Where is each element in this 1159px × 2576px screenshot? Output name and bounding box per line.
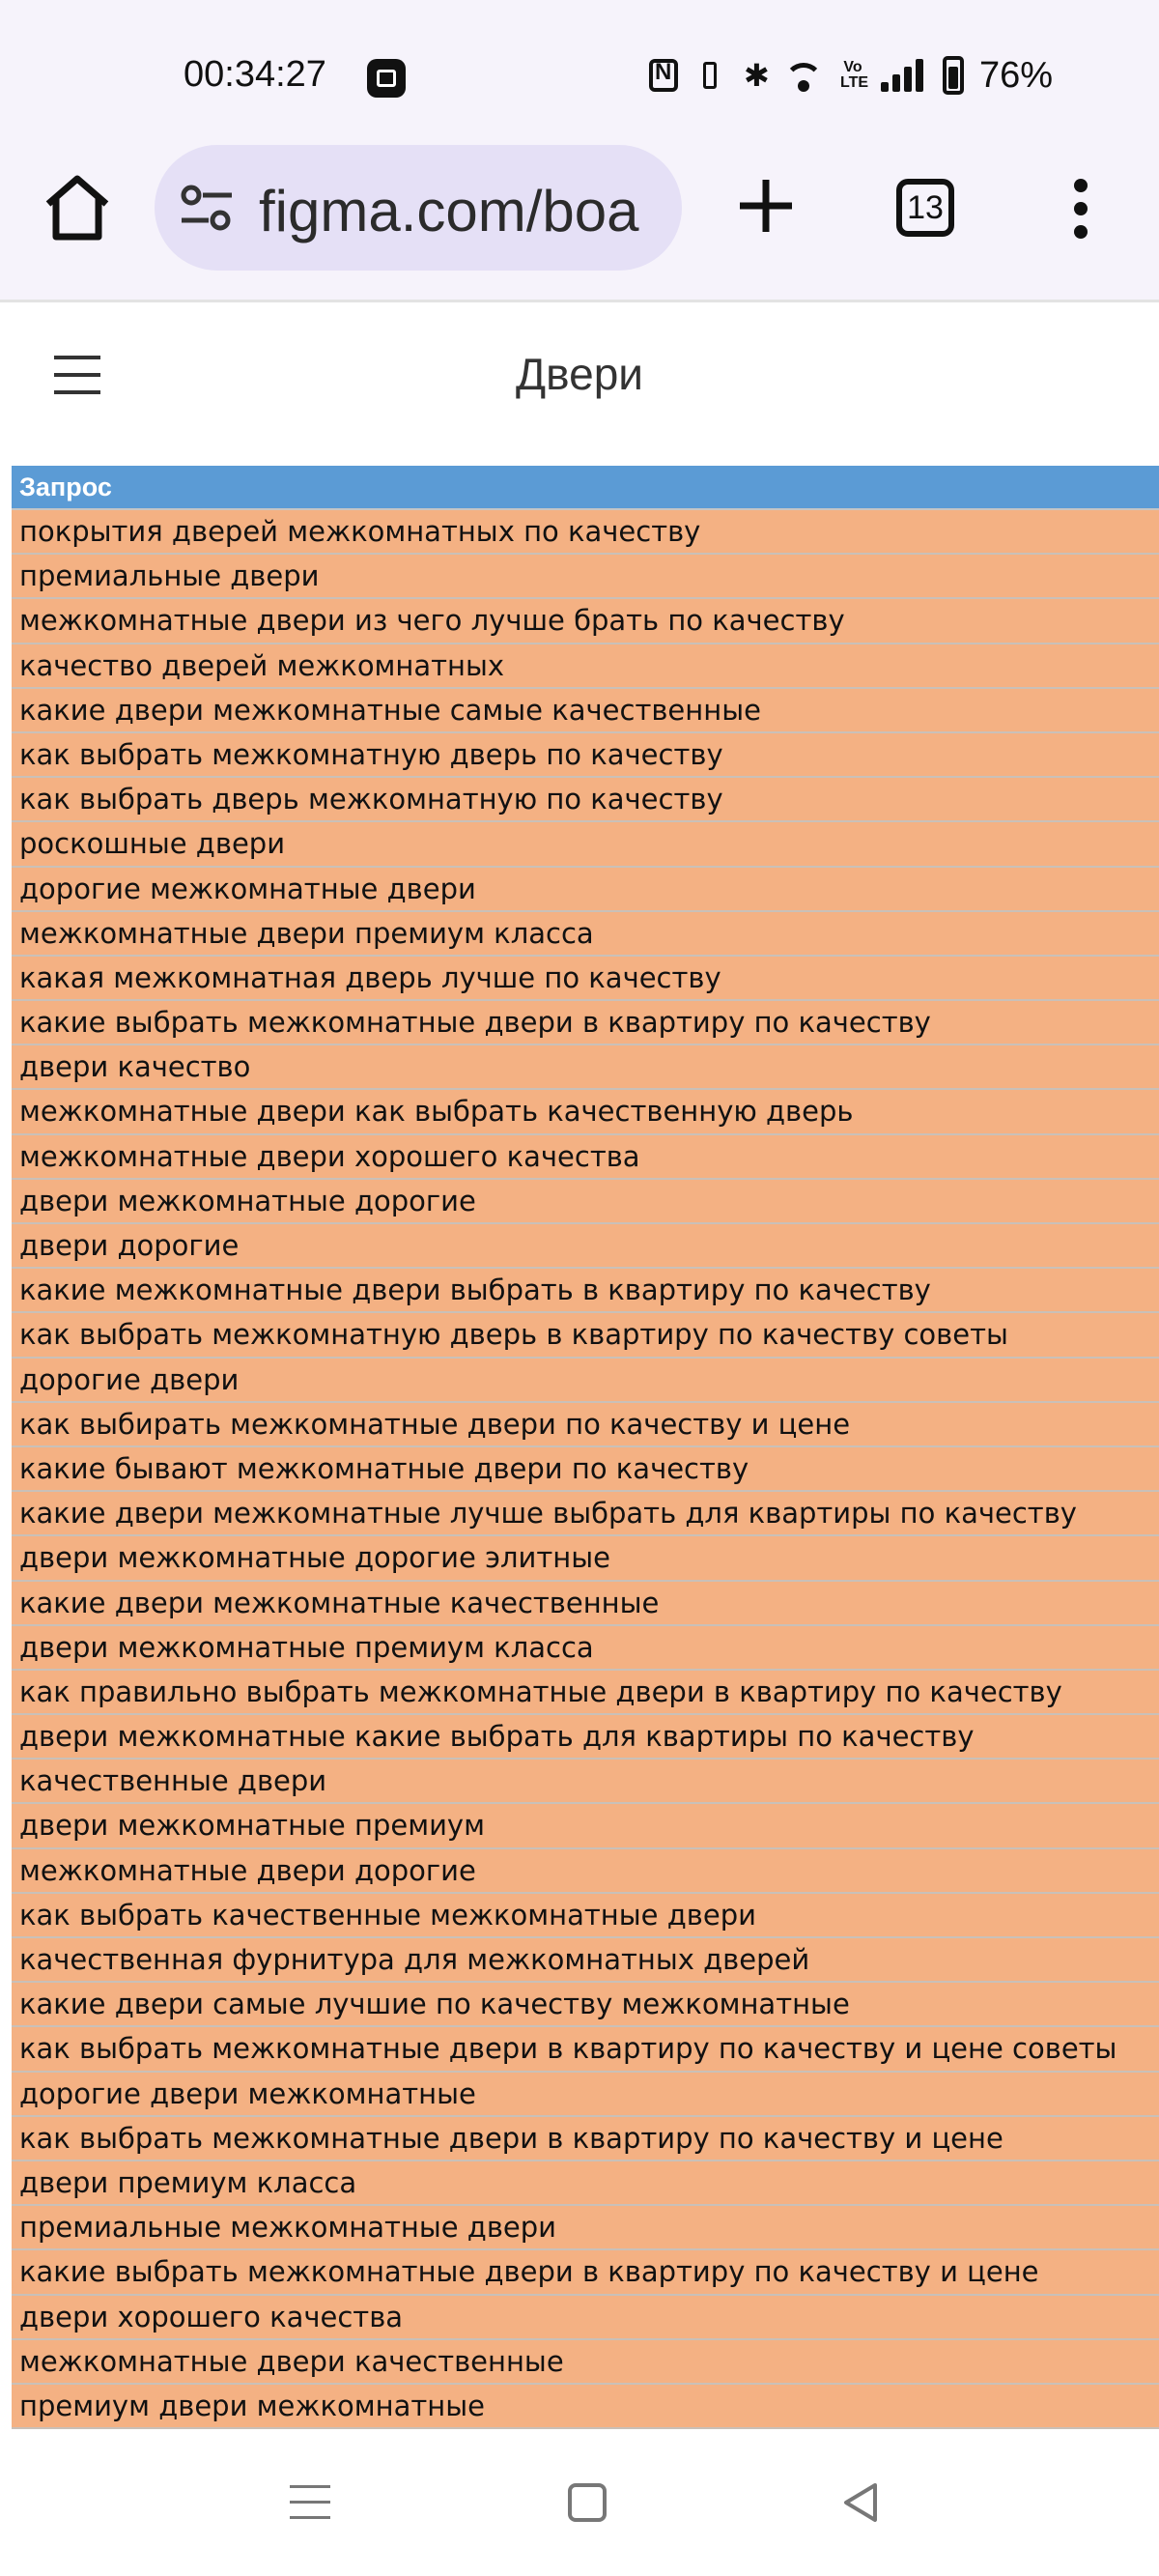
table-row: качественные двери [12, 1760, 1159, 1804]
back-icon[interactable] [840, 2481, 883, 2524]
table-row: двери хорошего качества [12, 2296, 1159, 2340]
query-table [12, 466, 1159, 2429]
table-row: премиум двери межкомнатные [12, 2385, 1159, 2429]
table-row: какие межкомнатные двери выбрать в квартиру по качеству [12, 1269, 1159, 1313]
more-vert-icon[interactable] [1062, 179, 1101, 239]
table-row: как выбрать дверь межкомнатную по качеству [12, 778, 1159, 822]
volte-icon: Vo LTE [840, 59, 869, 91]
table-row: как выбрать межкомнатную дверь по качеству [12, 733, 1159, 778]
tab-count: 13 [907, 188, 944, 226]
table-row: какие двери межкомнатные качественные [12, 1582, 1159, 1626]
table-body [12, 510, 1159, 2429]
table-row: дорогие двери [12, 1359, 1159, 1403]
table-header: Запрос [12, 466, 1159, 510]
table-row: дорогие межкомнатные двери [12, 868, 1159, 912]
table-row: качественная фурнитура для межкомнатных дверей [12, 1938, 1159, 1983]
table-row: какие бывают межкомнатные двери по качеству [12, 1447, 1159, 1492]
navigation-bar [0, 2435, 1159, 2576]
address-bar[interactable] [155, 145, 682, 271]
table-row: как правильно выбрать межкомнатные двери в квартиру по качеству [12, 1671, 1159, 1715]
table-row: качество дверей межкомнатных [12, 644, 1159, 689]
home-icon[interactable] [39, 169, 116, 246]
table-row: какие выбрать межкомнатные двери в квартиру по качеству и цене [12, 2250, 1159, 2295]
tab-switcher-button[interactable] [896, 179, 954, 237]
battery-percent: 76% [979, 54, 1054, 96]
vibrate-icon [693, 60, 728, 91]
table-row: какие двери межкомнатные лучше выбрать для квартиры по качеству [12, 1492, 1159, 1536]
signal-icon [881, 59, 927, 92]
table-row: как выбирать межкомнатные двери по качеству и цене [12, 1403, 1159, 1447]
status-icons [649, 54, 1053, 97]
chrome-divider [0, 300, 1159, 302]
table-row: двери межкомнатные какие выбрать для квартиры по качеству [12, 1715, 1159, 1760]
table-row: межкомнатные двери дорогие [12, 1849, 1159, 1894]
table-row: двери межкомнатные дорогие элитные [12, 1536, 1159, 1581]
nfc-icon [649, 59, 678, 92]
table-row: роскошные двери [12, 822, 1159, 867]
table-row: как выбрать межкомнатные двери в квартиру по качеству и цене [12, 2117, 1159, 2161]
bluetooth-icon: ✱ [744, 58, 770, 93]
table-row: межкомнатные двери премиум класса [12, 912, 1159, 957]
table-row: какие двери самые лучшие по качеству межкомнатные [12, 1983, 1159, 2027]
table-row: двери качество [12, 1045, 1159, 1090]
table-row: какая межкомнатная дверь лучше по качеству [12, 957, 1159, 1001]
url-text[interactable]: figma.com/boa [259, 179, 639, 243]
table-row: межкомнатные двери хорошего качества [12, 1135, 1159, 1180]
table-row: как выбрать межкомнатную дверь в квартиру по качеству советы [12, 1313, 1159, 1358]
table-row: какие двери межкомнатные самые качественные [12, 689, 1159, 733]
table-row: двери межкомнатные премиум [12, 1804, 1159, 1848]
table-row: премиальные межкомнатные двери [12, 2206, 1159, 2250]
wifi-icon [782, 59, 825, 92]
table-row: как выбрать межкомнатные двери в квартиру по качеству и цене советы [12, 2027, 1159, 2072]
table-row: как выбрать качественные межкомнатные двери [12, 1894, 1159, 1938]
table-row: двери межкомнатные дорогие [12, 1180, 1159, 1224]
table-row: межкомнатные двери качественные [12, 2340, 1159, 2385]
table-row: дорогие двери межкомнатные [12, 2073, 1159, 2117]
table-row: двери межкомнатные премиум класса [12, 1626, 1159, 1671]
table-row: двери дорогие [12, 1224, 1159, 1269]
table-row: межкомнатные двери как выбрать качественную дверь [12, 1090, 1159, 1134]
tune-icon[interactable] [180, 184, 234, 232]
browser-chrome [0, 0, 1159, 300]
recents-icon[interactable] [290, 2483, 330, 2522]
nav-home-icon[interactable] [568, 2483, 607, 2522]
table-row: покрытия дверей межкомнатных по качеству [12, 510, 1159, 555]
table-row: двери премиум класса [12, 2161, 1159, 2206]
status-time: 00:34:27 [184, 54, 326, 95]
page-title: Двери [516, 349, 643, 399]
table-row: какие выбрать межкомнатные двери в квартиру по качеству [12, 1001, 1159, 1045]
app-notification-icon [367, 59, 406, 98]
table-row: межкомнатные двери из чего лучше брать по качеству [12, 599, 1159, 644]
table-row: премиальные двери [12, 555, 1159, 599]
battery-icon [943, 56, 964, 95]
plus-icon[interactable] [732, 172, 800, 240]
